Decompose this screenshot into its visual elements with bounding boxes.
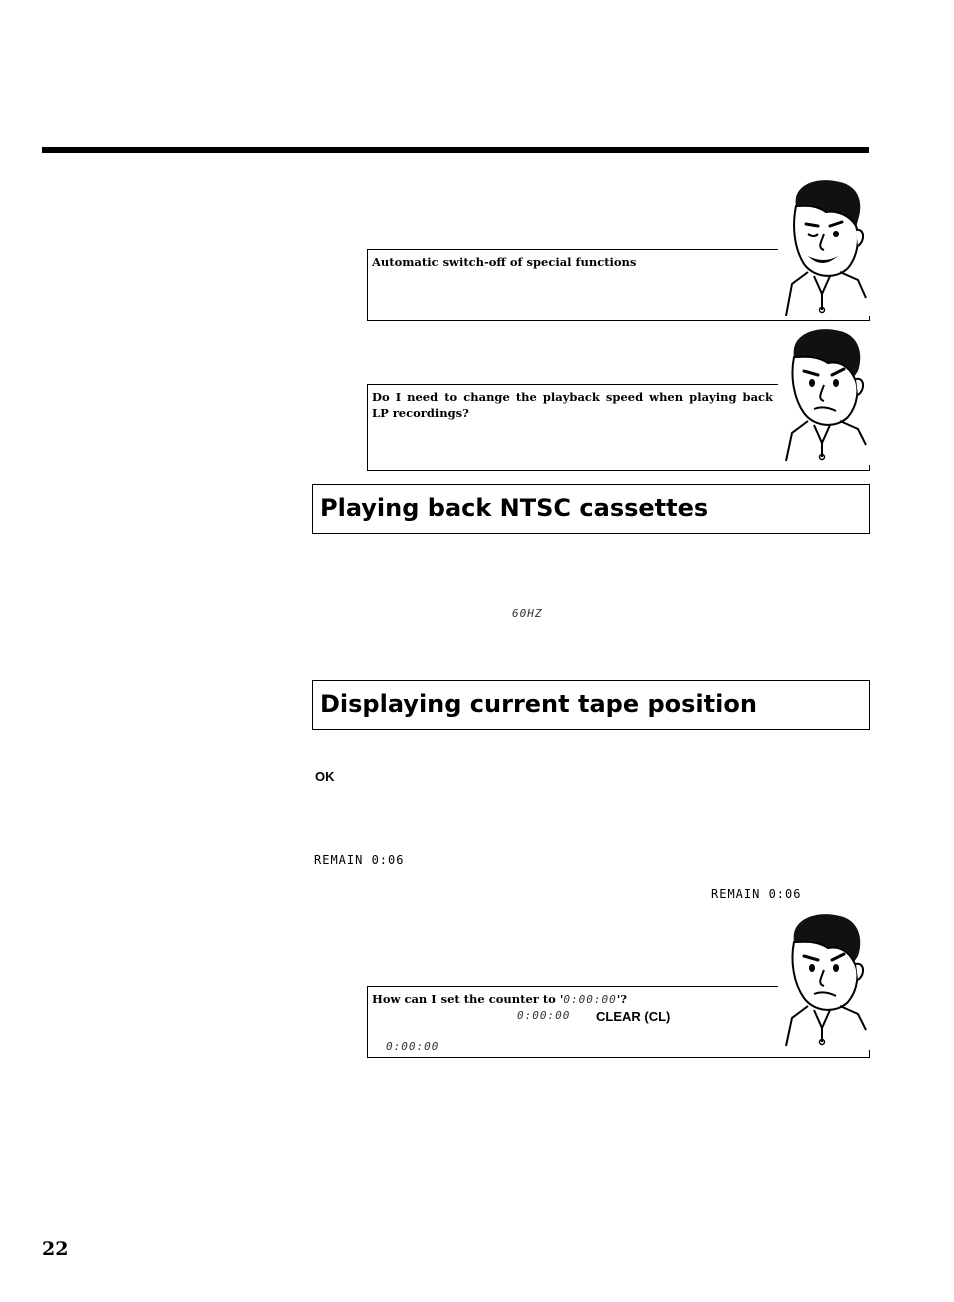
cartoon-face-puzzled-icon [778, 910, 870, 1050]
tip-title: Automatic switch-off of special functions [372, 255, 637, 269]
section-heading-ntsc [312, 484, 870, 534]
display-remain-1: REMAIN 0:06 [314, 853, 405, 867]
display-remain-2: REMAIN 0:06 [711, 887, 802, 901]
page-number: 22 [42, 1238, 69, 1260]
key-ok: OK [315, 769, 335, 784]
display-counter-1: 0:00:00 [517, 1009, 571, 1022]
heading-text: Playing back NTSC cassettes [320, 494, 709, 522]
cartoon-face-puzzled-icon [778, 325, 870, 465]
cartoon-face-winking-icon [778, 176, 870, 316]
top-rule [42, 147, 869, 153]
tip-title-part: '? [616, 992, 627, 1006]
tip-title-lcd: 0:00:00 [563, 993, 617, 1006]
key-clear: CLEAR (CL) [596, 1009, 671, 1024]
heading-text: Displaying current tape position [320, 690, 757, 718]
tip-title: Do I need to change the playback speed when playing back LP recordings? [372, 390, 773, 420]
tip-title [372, 991, 779, 1008]
display-counter-2: 0:00:00 [386, 1040, 440, 1053]
section-heading-tape-position [312, 680, 870, 730]
display-60hz: 60HZ [512, 607, 543, 620]
tip-title-part: How can I set the counter to ' [372, 992, 564, 1006]
